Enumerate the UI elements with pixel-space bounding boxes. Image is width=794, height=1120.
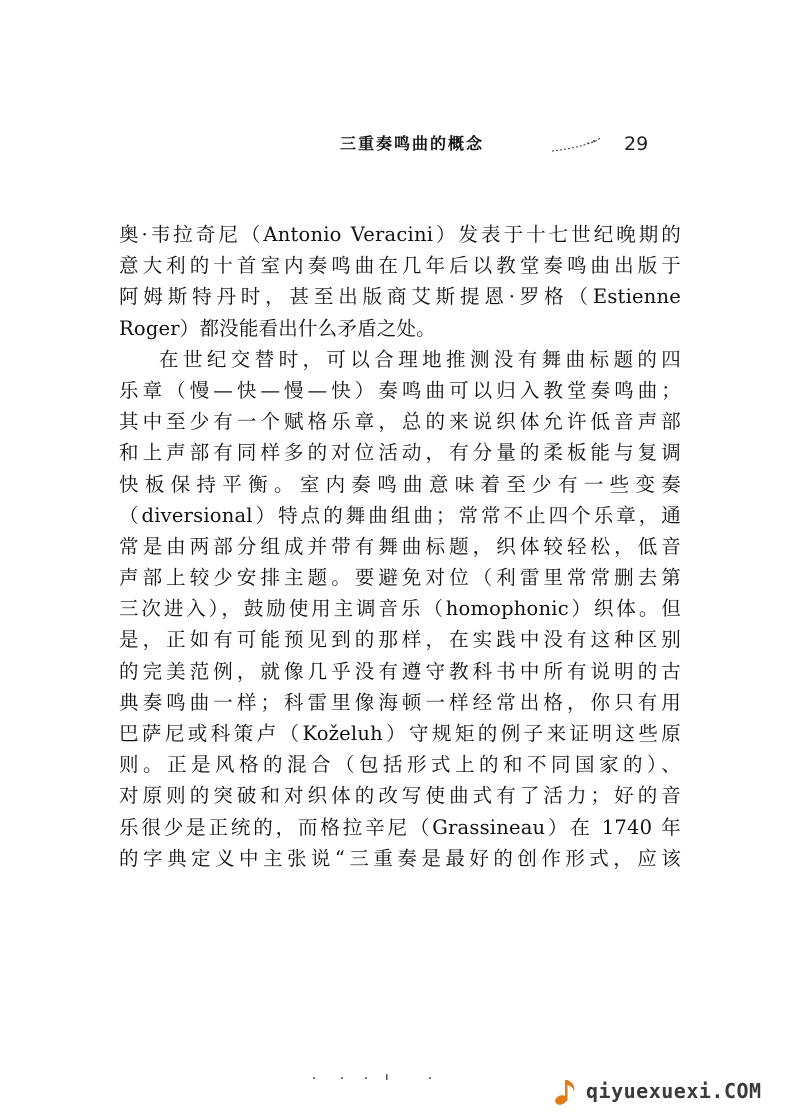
text-line: （diversional）特点的舞曲组曲；常常不止四个乐章，通 (119, 503, 681, 527)
text-line: Roger）都没能看出什么矛盾之处。 (119, 316, 436, 340)
text-line: 奥·韦拉奇尼（Antonio Veracini）发表于十七世纪晚期的 (119, 223, 681, 246)
paragraph-1 (119, 219, 681, 344)
text-line: 乐很少是正统的，而格拉辛尼（Grassineau）在 1740 年 (119, 815, 681, 839)
running-title: 三重奏鸣曲的概念 (340, 134, 485, 153)
text-line: 在世纪交替时，可以合理地推测没有舞曲标题的四 (159, 347, 681, 371)
text-line: 巴萨尼或科策卢（Koželuh）守规矩的例子来证明这些原 (119, 722, 681, 745)
music-note-icon (552, 1076, 582, 1108)
page-number: 29 (624, 133, 649, 155)
text-line: 意大利的十首室内奏鸣曲在几年后以教堂奏鸣曲出版于 (119, 254, 681, 278)
text-line: 其中至少有一个赋格乐章，总的来说织体允许低音声部 (119, 410, 681, 434)
text-line: 的字典定义中主张说“三重奏是最好的创作形式，应该 (119, 846, 681, 870)
text-line: 的完美范例，就像几乎没有遵守教科书中所有说明的古 (119, 659, 681, 683)
scan-specks (308, 1072, 438, 1082)
text-line: 快板保持平衡。室内奏鸣曲意味着至少有一些变奏 (119, 472, 681, 496)
text-line: 常是由两部分组成并带有舞曲标题，织体较轻松，低音 (119, 534, 681, 558)
text-line: 是，正如有可能预见到的那样，在实践中没有这种区别 (119, 628, 681, 652)
text-line: 典奏鸣曲一样；科雷里像海顿一样经常出格，你只有用 (119, 690, 681, 714)
text-line: 乐章（慢—快—慢—快）奏鸣曲可以归入教堂奏鸣曲； (119, 378, 681, 402)
watermark-text: qiyuexuexi.COM (586, 1079, 762, 1103)
text-line: 阿姆斯特丹时，甚至出版商艾斯提恩·罗格（Estienne (119, 285, 681, 309)
paragraph-2 (119, 344, 681, 874)
running-header (328, 130, 658, 160)
ornament-flourish-icon (550, 137, 602, 153)
body-text (119, 219, 681, 874)
text-line: 则。正是风格的混合（包括形式上的和不同国家的）、 (119, 753, 681, 777)
text-line: 三次进入），鼓励使用主调音乐（homophonic）织体。但 (119, 597, 681, 621)
watermark (552, 1076, 788, 1110)
text-line: 声部上较少安排主题。要避免对位（利雷里常常删去第 (119, 566, 681, 590)
text-line: 和上声部有同样多的对位活动，有分量的柔板能与复调 (119, 441, 681, 465)
text-line: 对原则的突破和对织体的改写使曲式有了活力；好的音 (119, 784, 681, 808)
